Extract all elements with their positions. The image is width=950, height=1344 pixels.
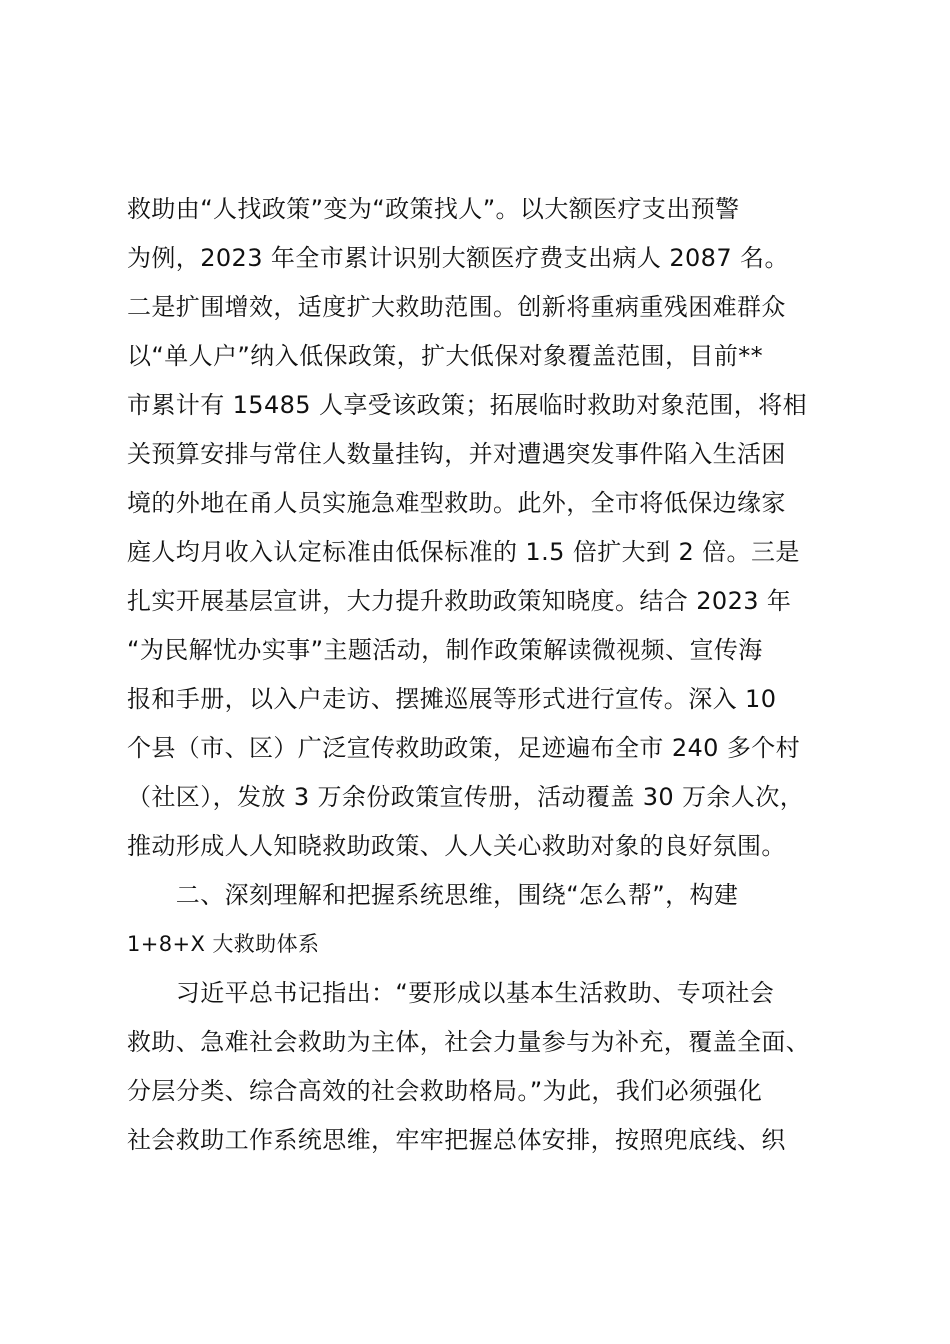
text-line: 报和手册，以入户走访、摆摊巡展等形式进行宣传。深入 10 (127, 685, 777, 713)
text-line: （社区），发放 3 万余份政策宣传册，活动覆盖 30 万余人次， (127, 783, 805, 811)
text-line: 以“单人户”纳入低保政策，扩大低保对象覆盖范围，目前** (127, 342, 764, 370)
text-line: 救助、急难社会救助为主体，社会力量参与为补充，覆盖全面、 (127, 1028, 811, 1056)
text-line: 救助由“人找政策”变为“政策找人”。以大额医疗支出预警 (127, 195, 740, 223)
text-line: “为民解忧办实事”主题活动，制作政策解读微视频、宣传海 (127, 636, 763, 664)
text-line: 习近平总书记指出：“要形成以基本生活救助、专项社会 (127, 979, 775, 1007)
text-line: 社会救助工作系统思维，牢牢把握总体安排，按照兜底线、织 (127, 1126, 786, 1154)
text-line: 个县（市、区）广泛宣传救助政策，足迹遍布全市 240 多个村 (127, 734, 801, 762)
text-line: 为例，2023 年全市累计识别大额医疗费支出病人 2087 名。 (127, 244, 789, 272)
text-line: 境的外地在甬人员实施急难型救助。此外，全市将低保边缘家 (127, 489, 786, 517)
text-line: 分层分类、综合高效的社会救助格局。”为此，我们必须强化 (127, 1077, 763, 1105)
document-body (127, 185, 837, 1165)
text-line: 庭人均月收入认定标准由低保标准的 1.5 倍扩大到 2 倍。三是 (127, 538, 800, 566)
text-line: 推动形成人人知晓救助政策、人人关心救助对象的良好氛围。 (127, 832, 786, 860)
text-line: 市累计有 15485 人享受该政策；拓展临时救助对象范围，将相 (127, 391, 808, 419)
paragraph-2 (127, 969, 837, 1165)
section-heading-line: 1+8+X 大救助体系 (127, 932, 320, 956)
text-line: 扎实开展基层宣讲，大力提升救助政策知晓度。结合 2023 年 (127, 587, 792, 615)
text-line: 关预算安排与常住人数量挂钩，并对遭遇突发事件陷入生活困 (127, 440, 786, 468)
section-heading (127, 871, 837, 969)
section-heading-line: 二、深刻理解和把握系统思维，围绕“怎么帮”，构建 (127, 881, 739, 909)
text-line: 二是扩围增效，适度扩大救助范围。创新将重病重残困难群众 (127, 293, 786, 321)
paragraph-1 (127, 185, 837, 871)
